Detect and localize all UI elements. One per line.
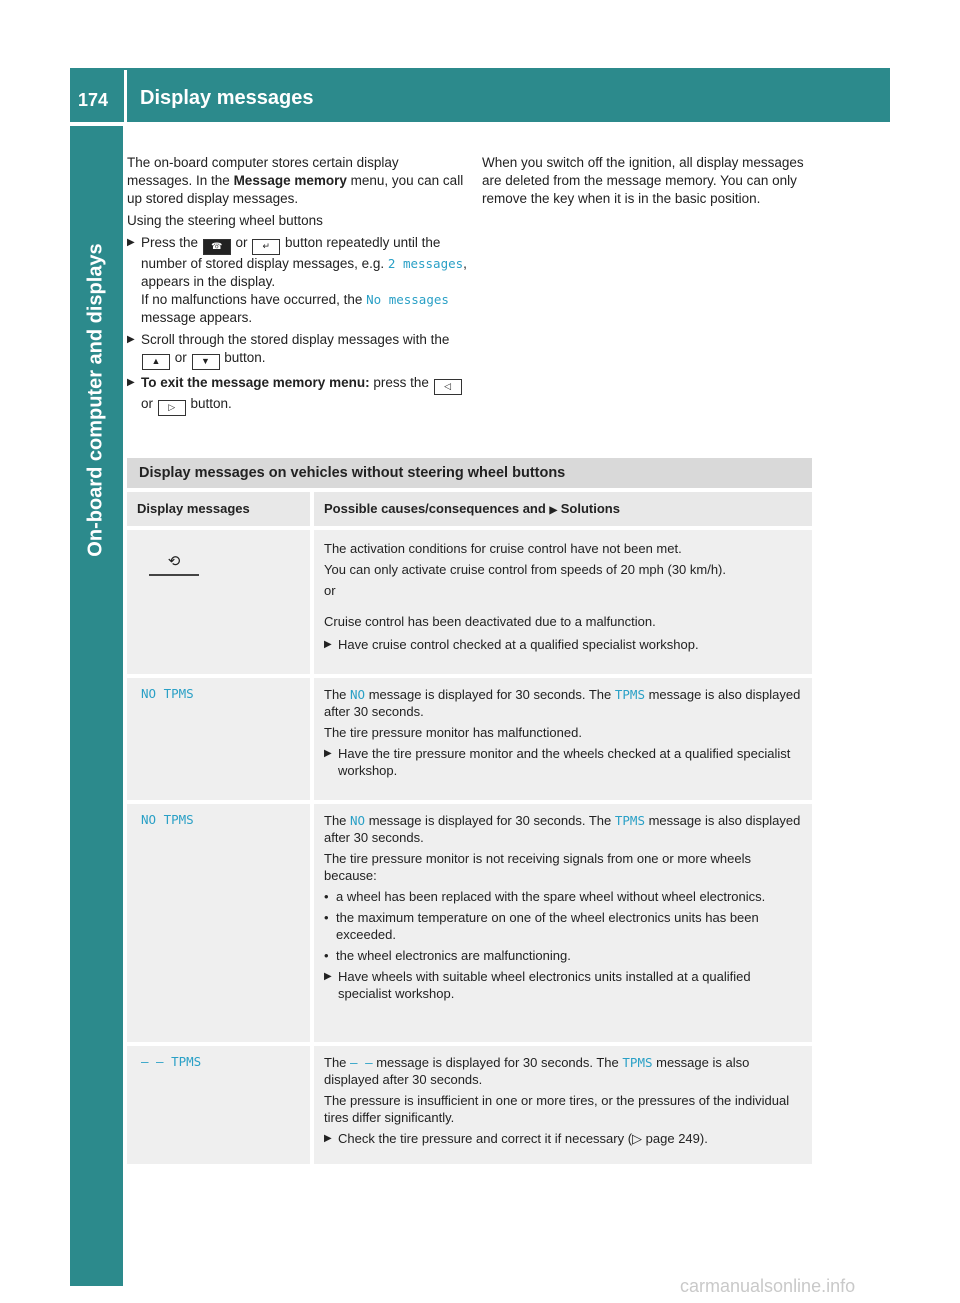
intro-subheading: Using the steering wheel buttons xyxy=(127,213,323,228)
table-row-4-causes: The — — message is displayed for 30 seconds. The TPMS message is also displayed after 30 seconds. The pressure is insufficient in one or more tires, or the pressures of the individual tires differ significantly. ▶ Check the tire pressure and correct it if necessary (▷ page 249). xyxy=(314,1046,812,1164)
cruise-control-icon: ⟲ xyxy=(149,552,199,576)
table-header-causes: Possible causes/consequences and ▶ Solutions xyxy=(314,492,812,526)
table-row-3-causes: The NO message is displayed for 30 seconds. The TPMS message is also displayed after 30 seconds. The tire pressure monitor is not receiving signals from one or more wheels because: • a wheel has been replaced with the spare wheel without wheel electronics. • the maximum temperature on one of the wheel electronics units has been exceeded. • the wheel electronics are malfunctioning. ▶ Have wheels with suitable wheel electronics units installed at a qualified specialist workshop. xyxy=(314,804,812,1042)
page-title: Display messages xyxy=(140,87,314,109)
up-button-icon: ▲ xyxy=(142,354,170,370)
table-header-display-messages: Display messages xyxy=(127,492,310,526)
table-row-4-display: — — TPMS xyxy=(127,1046,310,1164)
bullet-icon: • xyxy=(324,948,329,963)
step-2: ▶ Scroll through the stored display messages with the ▲ or ▼ button. xyxy=(127,331,467,370)
step-3: ▶ To exit the message memory menu: press the ◁ or ▷ button. xyxy=(127,374,467,416)
bullet-icon: • xyxy=(324,889,329,904)
bullet-icon: • xyxy=(324,910,329,925)
step-1: ▶ Press the ☎ or ↵ button repeatedly until the number of stored display messages, e.g. 2 messages, appears in the display. If no malfunctions have occurred, the No messages message appears. xyxy=(127,235,467,325)
header-divider xyxy=(124,70,127,122)
table-row-1-causes: The activation conditions for cruise control have not been met. You can only activate cruise control from speeds of 20 mph (30 km/h). or Cruise control has been deactivated due to a malfunction. ▶ Have cruise control checked at a qualified specialist workshop. xyxy=(314,530,812,674)
page-number: 174 xyxy=(78,90,109,110)
down-button-icon: ▼ xyxy=(192,354,220,370)
table-row-3-display: NO TPMS xyxy=(127,804,310,1042)
step-arrow-icon: ▶ xyxy=(127,237,135,248)
phone-button-icon: ☎ xyxy=(203,239,231,255)
ignition-note: When you switch off the ignition, all display messages are deleted from the message memory. You can only remove the key when it is in the basic position. xyxy=(482,155,804,206)
intro-right-column xyxy=(482,154,812,212)
watermark: carmanualsonline.info xyxy=(680,1276,856,1296)
back-button-icon: ↵ xyxy=(252,239,280,255)
step-arrow-icon: ▶ xyxy=(324,971,332,982)
menu-right-button-icon: ▷ xyxy=(158,400,186,416)
solution-arrow-icon: ▶ xyxy=(549,505,558,516)
intro-paragraph: The on-board computer stores certain display messages. In the Message memory menu, you can call up stored display messages. xyxy=(127,155,464,206)
table-row-2-causes: The NO message is displayed for 30 seconds. The TPMS message is also displayed after 30 seconds. The tire pressure monitor has malfunctioned. ▶ Have the tire pressure monitor and the wheels checked at a qualified specialist workshop. xyxy=(314,678,812,800)
intro-left-column xyxy=(127,154,467,420)
chapter-title: On-board computer and displays xyxy=(84,243,107,557)
table-row-1-display xyxy=(127,530,310,674)
step-arrow-icon: ▶ xyxy=(127,377,135,388)
step-arrow-icon: ▶ xyxy=(324,639,332,650)
step-arrow-icon: ▶ xyxy=(127,334,135,345)
step-arrow-icon: ▶ xyxy=(324,1133,332,1144)
step-arrow-icon: ▶ xyxy=(324,748,332,759)
table-title: Display messages on vehicles without steering wheel buttons xyxy=(127,458,812,488)
table-row-2-display: NO TPMS xyxy=(127,678,310,800)
menu-left-button-icon: ◁ xyxy=(434,379,462,395)
